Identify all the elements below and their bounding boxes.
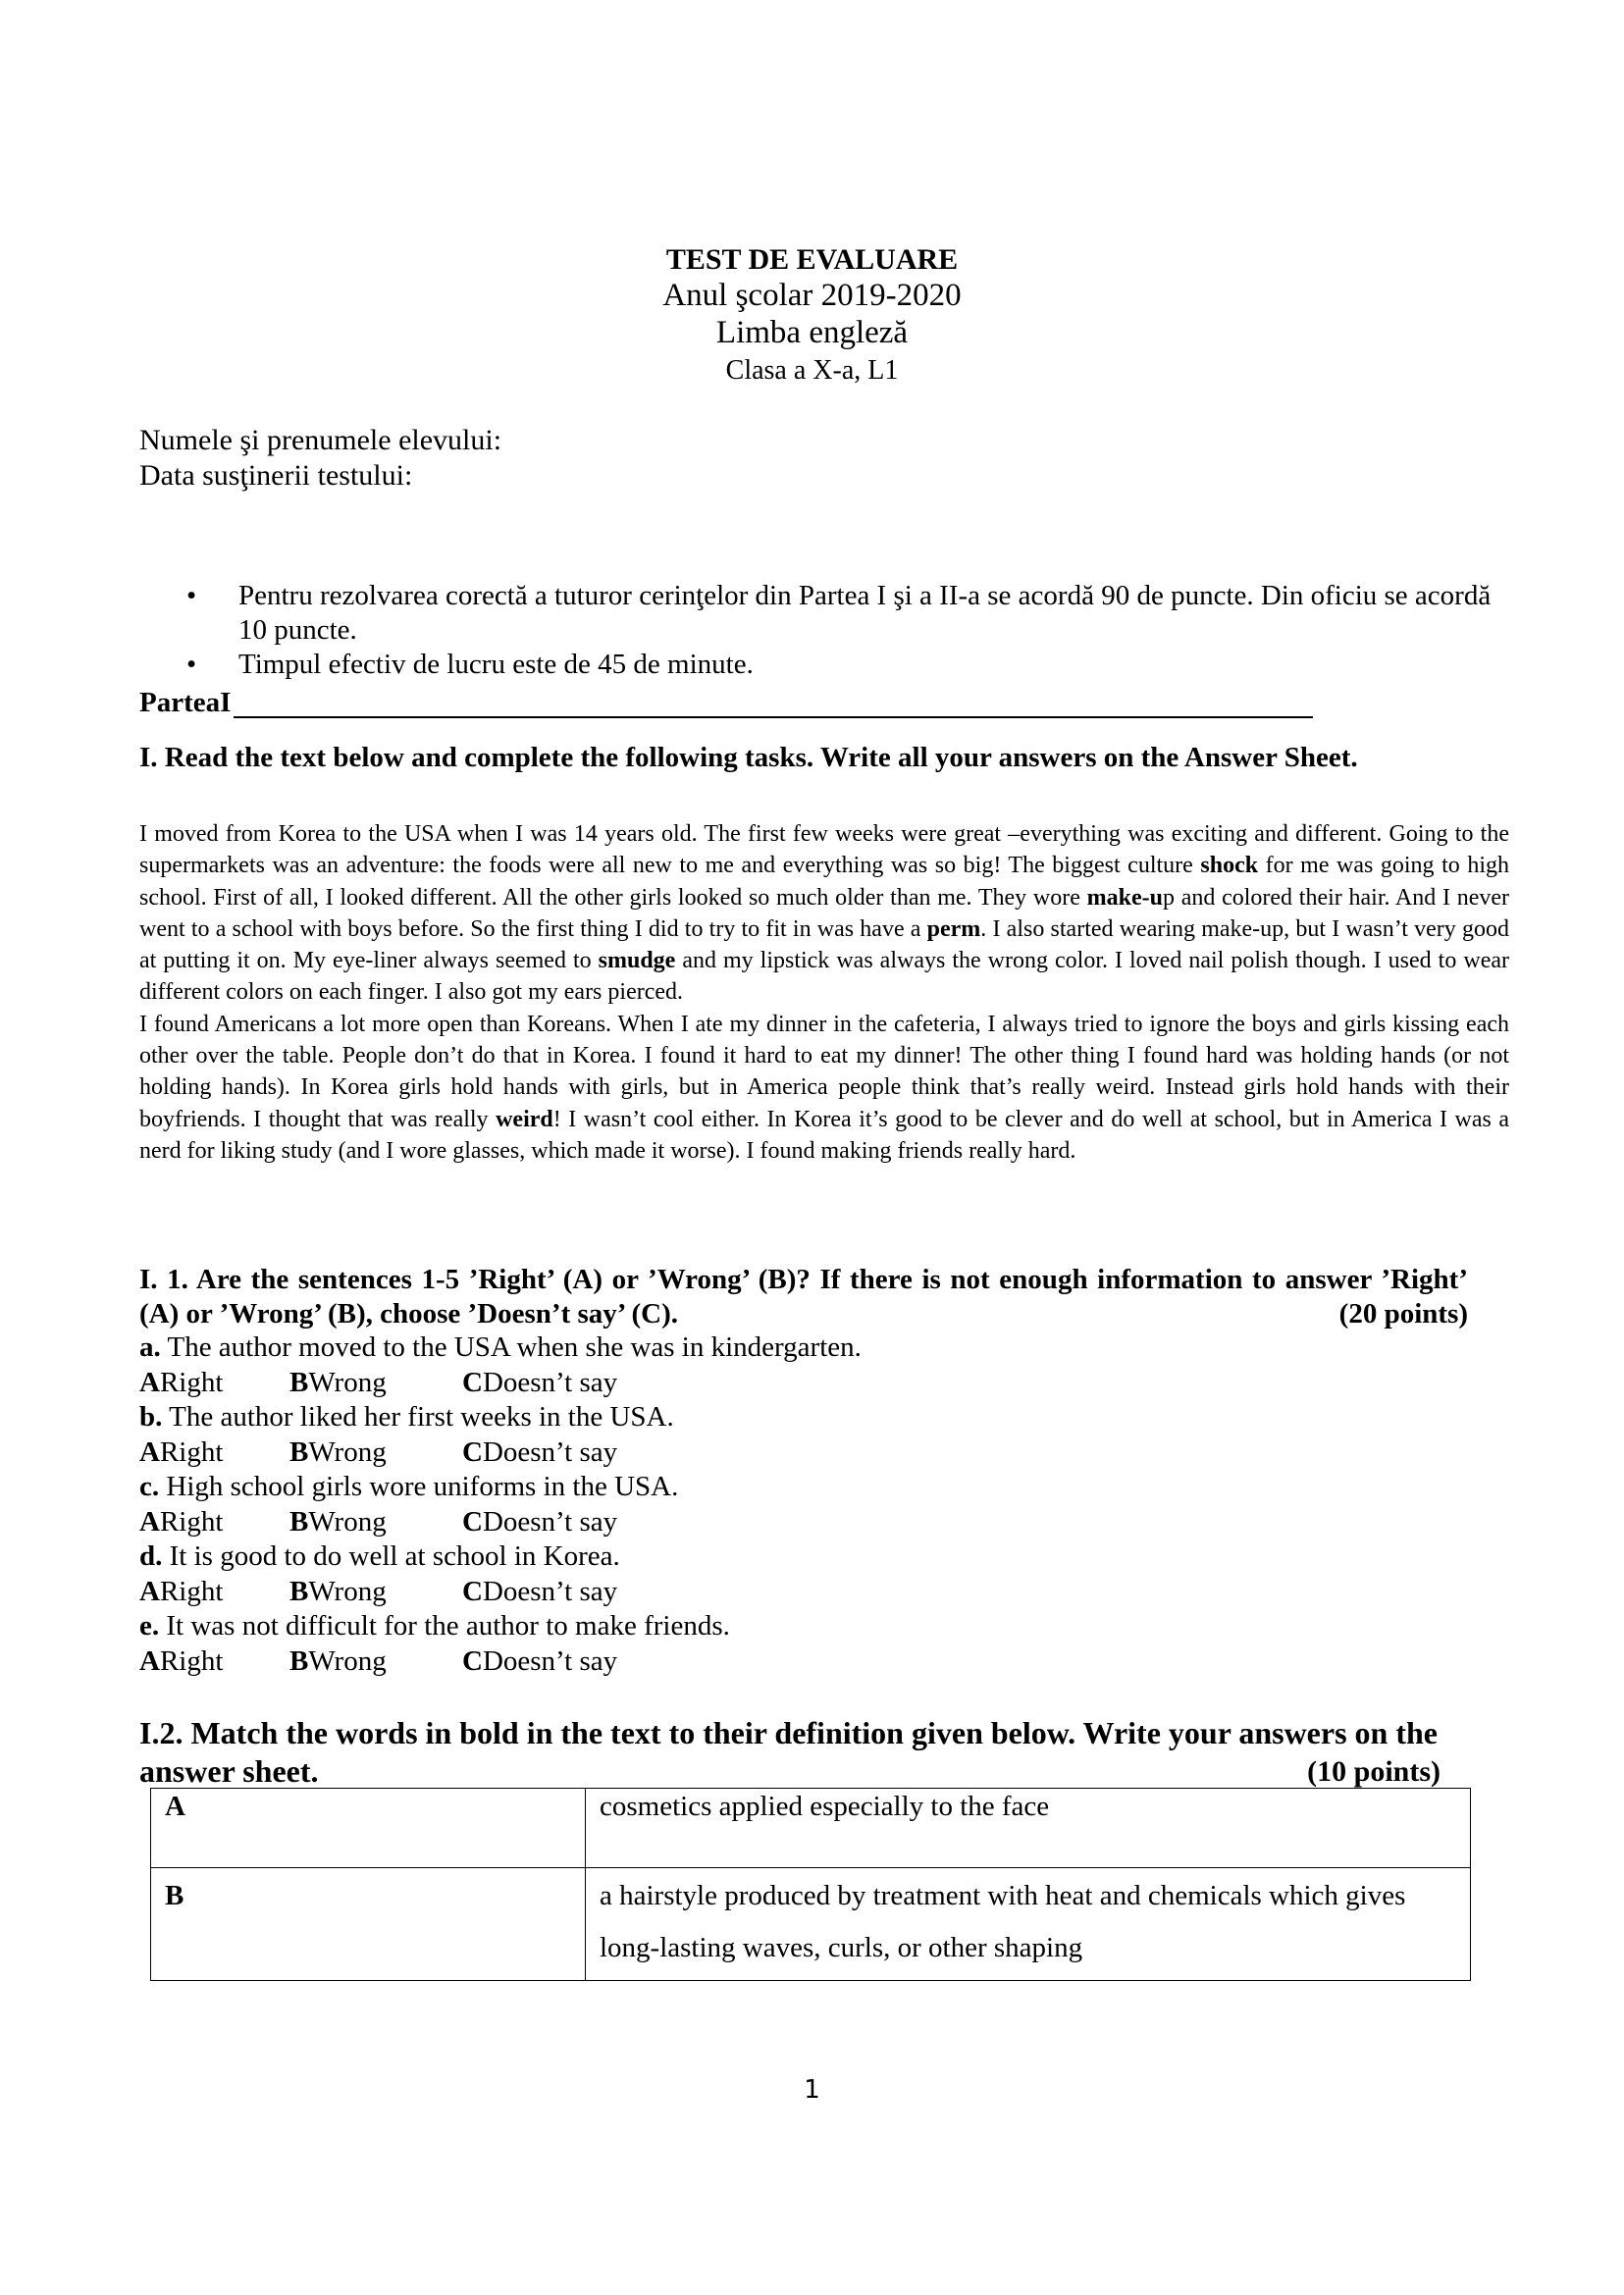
option-key: C <box>462 1505 483 1538</box>
bold-word-weird: weird <box>496 1106 553 1132</box>
bold-word-shock: shock <box>1200 853 1259 879</box>
question-letter: d. <box>139 1540 163 1572</box>
question-list <box>139 1330 862 1679</box>
option-key: A <box>139 1366 160 1398</box>
option-c <box>462 1435 617 1471</box>
section1-heading-text: I. 1. Are the sentences 1-5 ’Right’ (A) or ’Wrong’ (B)? If there is not enough information to answer ’Right’ (A) or ’Wrong’ (B), choose ’Doesn’t say’ (C). <box>139 1264 1468 1330</box>
test-title: TEST DE EVALUARE <box>665 243 959 276</box>
question-e <box>139 1609 862 1644</box>
instruction-item: • Pentru rezolvarea corectă a tuturor cerinţelor din Partea I şi a II-a se acordă 90 de puncte. Din oficiu se acordă 10 puncte. <box>186 579 1492 648</box>
option-a <box>139 1505 289 1540</box>
option-a <box>139 1644 289 1680</box>
text-run: and my lipstick was always the wrong color. I loved nail polish though. I used to wear different colors on each finger. I also got my ears pierced. <box>139 948 1509 1006</box>
bold-word-smudge: smudge <box>598 948 676 974</box>
answer-options <box>139 1366 862 1401</box>
option-b <box>289 1575 462 1610</box>
section2-heading <box>139 1714 1441 1791</box>
option-text: Doesn’t say <box>482 1435 618 1468</box>
option-b <box>289 1644 462 1680</box>
question-a <box>139 1330 862 1366</box>
option-b <box>289 1435 462 1471</box>
school-year: Anul şcolar 2019-2020 <box>662 278 962 313</box>
question-text: It was not difficult for the author to make friends. <box>159 1610 730 1642</box>
text-run: for me was going to high school. First of all, I looked different. All the other girls looked so much older than me. They wore <box>139 853 1509 911</box>
option-c <box>462 1644 617 1680</box>
option-key: B <box>289 1435 309 1468</box>
table-row <box>151 1789 1471 1868</box>
bold-word-perm: perm <box>926 915 981 942</box>
question-letter: a. <box>139 1331 161 1363</box>
option-key: B <box>289 1575 309 1607</box>
instructions-list <box>186 579 1492 682</box>
option-key: B <box>289 1644 309 1677</box>
option-a <box>139 1435 289 1471</box>
answer-options <box>139 1435 862 1471</box>
text-run: I found Americans a lot more open than Koreans. When I ate my dinner in the cafeteria, I always tried to ignore the boys and girls kissing each other over the table. People don’t do that in Korea. I found it hard to eat my dinner! The other thing I found hard was holding hands (or not holding hands). In Korea girls hold hands with girls, but in America people think that’s really weird. Instead girls hold hands with their boyfriends. I thought that was really <box>139 1011 1509 1132</box>
option-text: Wrong <box>308 1435 387 1468</box>
option-text: Right <box>159 1505 224 1538</box>
text-run: I moved from Korea to the USA when I was 14 years old. The first few weeks were great –everything was exciting and different. Going to the supermarkets was an adventure: the foods were all new to me and everything was so big! The biggest culture <box>139 821 1509 879</box>
option-key: B <box>289 1505 309 1538</box>
option-key: A <box>139 1505 160 1538</box>
question-text: The author liked her first weeks in the USA. <box>162 1401 674 1433</box>
option-key: C <box>462 1575 483 1607</box>
reading-paragraph-1 <box>139 818 1509 1009</box>
option-key: C <box>462 1435 483 1468</box>
row-letter: B <box>151 1868 586 1981</box>
section1-points: (20 points) <box>1338 1298 1468 1330</box>
answer-options <box>139 1505 862 1540</box>
question-letter: b. <box>139 1401 163 1433</box>
option-key: C <box>462 1366 483 1398</box>
text-run: . I also started wearing make-up, but I wasn’t very good at putting it on. My eye-liner always seemed to <box>139 915 1509 974</box>
option-text: Doesn’t say <box>482 1644 618 1677</box>
option-key: A <box>139 1435 160 1468</box>
option-text: Right <box>159 1366 224 1398</box>
option-b <box>289 1505 462 1540</box>
row-definition: a hairstyle produced by treatment with heat and chemicals which gives long-lasting waves, curls, or other shaping <box>586 1868 1471 1981</box>
option-text: Right <box>159 1644 224 1677</box>
task-instruction: I. Read the text below and complete the following tasks. Write all your answers on the Answer Sheet. <box>139 742 1358 773</box>
instruction-item: • Timpul efectiv de lucru este de 45 de minute. <box>186 648 1492 682</box>
answer-options <box>139 1644 862 1680</box>
option-text: Right <box>159 1575 224 1607</box>
table-row <box>151 1868 1471 1981</box>
question-b <box>139 1400 862 1435</box>
page-number: 1 <box>804 2075 820 2105</box>
option-a <box>139 1366 289 1401</box>
subject: Limba engleză <box>715 315 909 350</box>
student-name-field: Numele şi prenumele elevului: <box>139 424 502 456</box>
option-text: Doesn’t say <box>482 1505 618 1538</box>
option-text: Wrong <box>308 1366 387 1398</box>
option-text: Wrong <box>308 1575 387 1607</box>
option-text: Doesn’t say <box>482 1575 618 1607</box>
section2-points: (10 points) <box>1307 1755 1441 1788</box>
reading-text <box>139 818 1509 1167</box>
question-text: It is good to do well at school in Korea. <box>162 1540 620 1572</box>
reading-paragraph-2 <box>139 1009 1509 1167</box>
section1-heading <box>139 1263 1468 1331</box>
option-text: Doesn’t say <box>482 1366 618 1398</box>
question-text: The author moved to the USA when she was in kindergarten. <box>160 1331 862 1363</box>
part-divider <box>234 716 1313 718</box>
option-c <box>462 1505 617 1540</box>
option-key: A <box>139 1644 160 1677</box>
question-text: High school girls wore uniforms in the USA. <box>159 1471 679 1502</box>
class-label: Clasa a X-a, L1 <box>725 355 899 386</box>
test-date-field: Data susţinerii testului: <box>139 459 413 492</box>
section2-heading-text: I.2. Match the words in bold in the text to their definition given below. Write your answers on the answer sheet. <box>139 1715 1438 1789</box>
row-definition: cosmetics applied especially to the face <box>586 1789 1471 1868</box>
answer-options <box>139 1575 862 1610</box>
option-text: Wrong <box>308 1505 387 1538</box>
option-a <box>139 1575 289 1610</box>
question-c <box>139 1470 862 1505</box>
part-label: ParteaI <box>139 687 232 718</box>
option-c <box>462 1575 617 1610</box>
question-letter: e. <box>139 1610 160 1642</box>
row-letter: A <box>151 1789 586 1868</box>
option-text: Wrong <box>308 1644 387 1677</box>
question-d <box>139 1539 862 1575</box>
option-b <box>289 1366 462 1401</box>
matching-table <box>150 1788 1471 1981</box>
option-key: C <box>462 1644 483 1677</box>
option-c <box>462 1366 617 1401</box>
option-key: B <box>289 1366 309 1398</box>
text-run: p and colored their hair. And I never went to a school with boys before. So the first thing I did to try to fit in was have a <box>139 884 1509 942</box>
option-text: Right <box>159 1435 224 1468</box>
option-key: A <box>139 1575 160 1607</box>
text-run: ! I wasn’t cool either. In Korea it’s good to be clever and do well at school, but in America I was a nerd for liking study (and I wore glasses, which made it worse). I found making friends really hard. <box>139 1106 1509 1164</box>
bold-word-makeup: make-u <box>1086 884 1163 911</box>
question-letter: c. <box>139 1471 160 1502</box>
